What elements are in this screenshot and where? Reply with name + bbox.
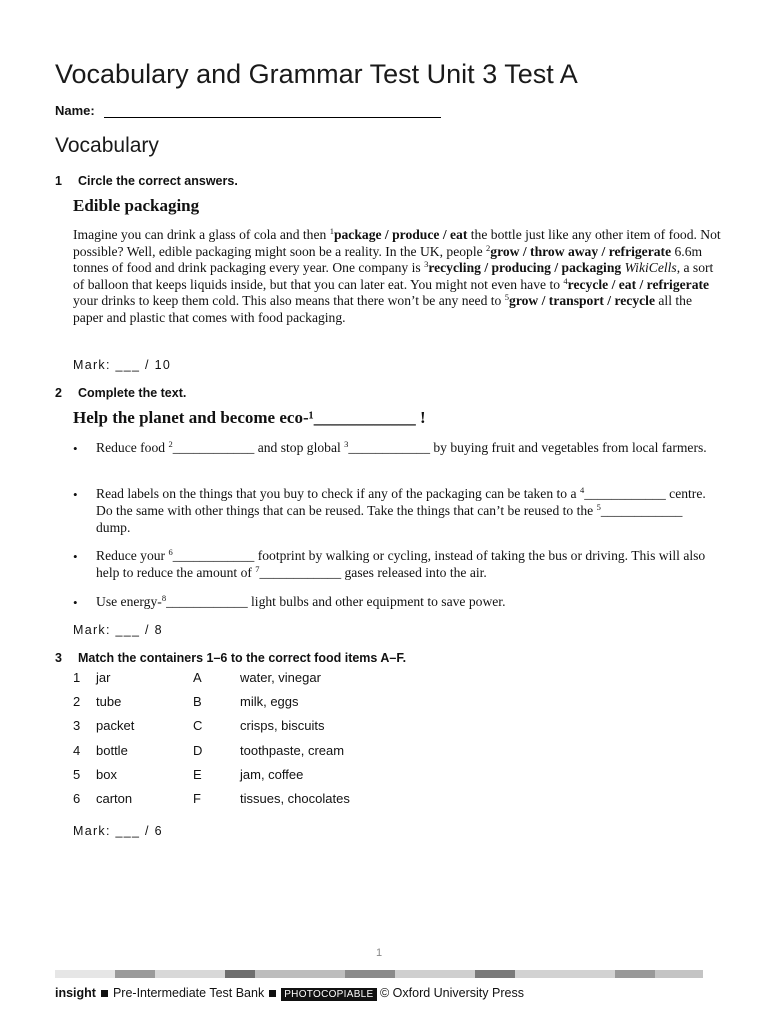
- match-letter: D: [193, 743, 203, 758]
- page-title: Vocabulary and Grammar Test Unit 3 Test A: [55, 59, 578, 89]
- match-letter: F: [193, 791, 201, 806]
- match-number: 4: [73, 743, 81, 758]
- page-number: 1: [376, 947, 383, 959]
- match-letter: C: [193, 718, 203, 733]
- match-food-item: milk, eggs: [240, 694, 299, 709]
- match-food-item: crisps, biscuits: [240, 718, 325, 733]
- q1-passage: Imagine you can drink a glass of cola and then $^1$package / produce / eat the bottle just like any other item of food. Not possible? Well, edible packaging might soon be a reality. In the UK, people $^2$grow / throw away / refrigerate 6.6m tonnes of food and drink packaging every year. One company is $^3$recycling / producing / packaging WikiCells, a sort of balloon that keeps liquids inside, but that you can later eat. You might not even have to $^4$recycle / eat / refrigerate your drinks to keep them cold. This also means that there won’t be any need to $^5$grow / transport / recycle all the paper and plastic that comes with food packaging.: [73, 226, 721, 325]
- q3-number: 3: [55, 651, 62, 665]
- bullet-icon: •: [73, 487, 78, 502]
- q2-bullet-2: Read labels on the things that you buy to check if any of the packaging can be taken to a $^4$____________ centre. Do the same with other things that can be reused. Take the things that can’t be reused to the $^5$____________ dump.: [96, 485, 706, 535]
- q2-bullet-3: Reduce your $^6$____________ footprint by walking or cycling, instead of taking the bus or driving. This will also help to reduce the amount of $^7$____________ gases released into the air.: [96, 547, 706, 580]
- footer: [55, 986, 524, 1000]
- footer-test-bank: Pre-Intermediate Test Bank: [112, 986, 265, 1000]
- q2-instruction: Complete the text.: [78, 386, 187, 400]
- section-heading: Vocabulary: [55, 134, 159, 157]
- photocopiable-badge: PHOTOCOPIABLE: [281, 988, 376, 1001]
- footer-brand: insight: [55, 986, 96, 1000]
- q3-mark: Mark: ___ / 6: [73, 824, 163, 838]
- match-number: 5: [73, 767, 81, 782]
- match-food-item: water, vinegar: [240, 670, 321, 685]
- q2-bullet-4: Use energy-$^8$____________ light bulbs and other equipment to save power.: [96, 593, 506, 609]
- match-container: jar: [96, 670, 111, 685]
- footer-publisher: © Oxford University Press: [379, 986, 524, 1000]
- match-number: 1: [73, 670, 81, 685]
- match-food-item: tissues, chocolates: [240, 791, 350, 806]
- match-container: packet: [96, 718, 135, 733]
- match-number: 2: [73, 694, 81, 709]
- q1-instruction: Circle the correct answers.: [78, 174, 238, 188]
- match-number: 3: [73, 718, 81, 733]
- match-number: 6: [73, 791, 81, 806]
- match-food-item: jam, coffee: [240, 767, 304, 782]
- bullet-icon: •: [73, 549, 78, 564]
- name-input-line[interactable]: [104, 117, 441, 118]
- match-letter: A: [193, 670, 202, 685]
- match-container: tube: [96, 694, 122, 709]
- match-container: carton: [96, 791, 133, 806]
- q2-number: 2: [55, 386, 62, 400]
- square-bullet-icon: [101, 990, 108, 997]
- q2-heading: Help the planet and become eco-¹____________ !: [73, 408, 426, 427]
- match-letter: B: [193, 694, 202, 709]
- match-letter: E: [193, 767, 202, 782]
- match-container: box: [96, 767, 117, 782]
- bullet-icon: •: [73, 595, 78, 610]
- q1-number: 1: [55, 174, 62, 188]
- square-bullet-icon: [269, 990, 276, 997]
- match-food-item: toothpaste, cream: [240, 743, 345, 758]
- match-container: bottle: [96, 743, 128, 758]
- q2-mark: Mark: ___ / 8: [73, 623, 163, 637]
- q2-bullet-1: Reduce food $^2$____________ and stop global $^3$____________ by buying fruit and vegetables from local farmers.: [96, 439, 707, 455]
- q1-mark: Mark: ___ / 10: [73, 358, 172, 372]
- q3-instruction: Match the containers 1–6 to the correct food items A–F.: [78, 651, 407, 665]
- footer-photo-band: [55, 970, 703, 978]
- q1-heading: Edible packaging: [73, 196, 200, 215]
- name-label: Name:: [55, 103, 95, 118]
- bullet-icon: •: [73, 441, 78, 456]
